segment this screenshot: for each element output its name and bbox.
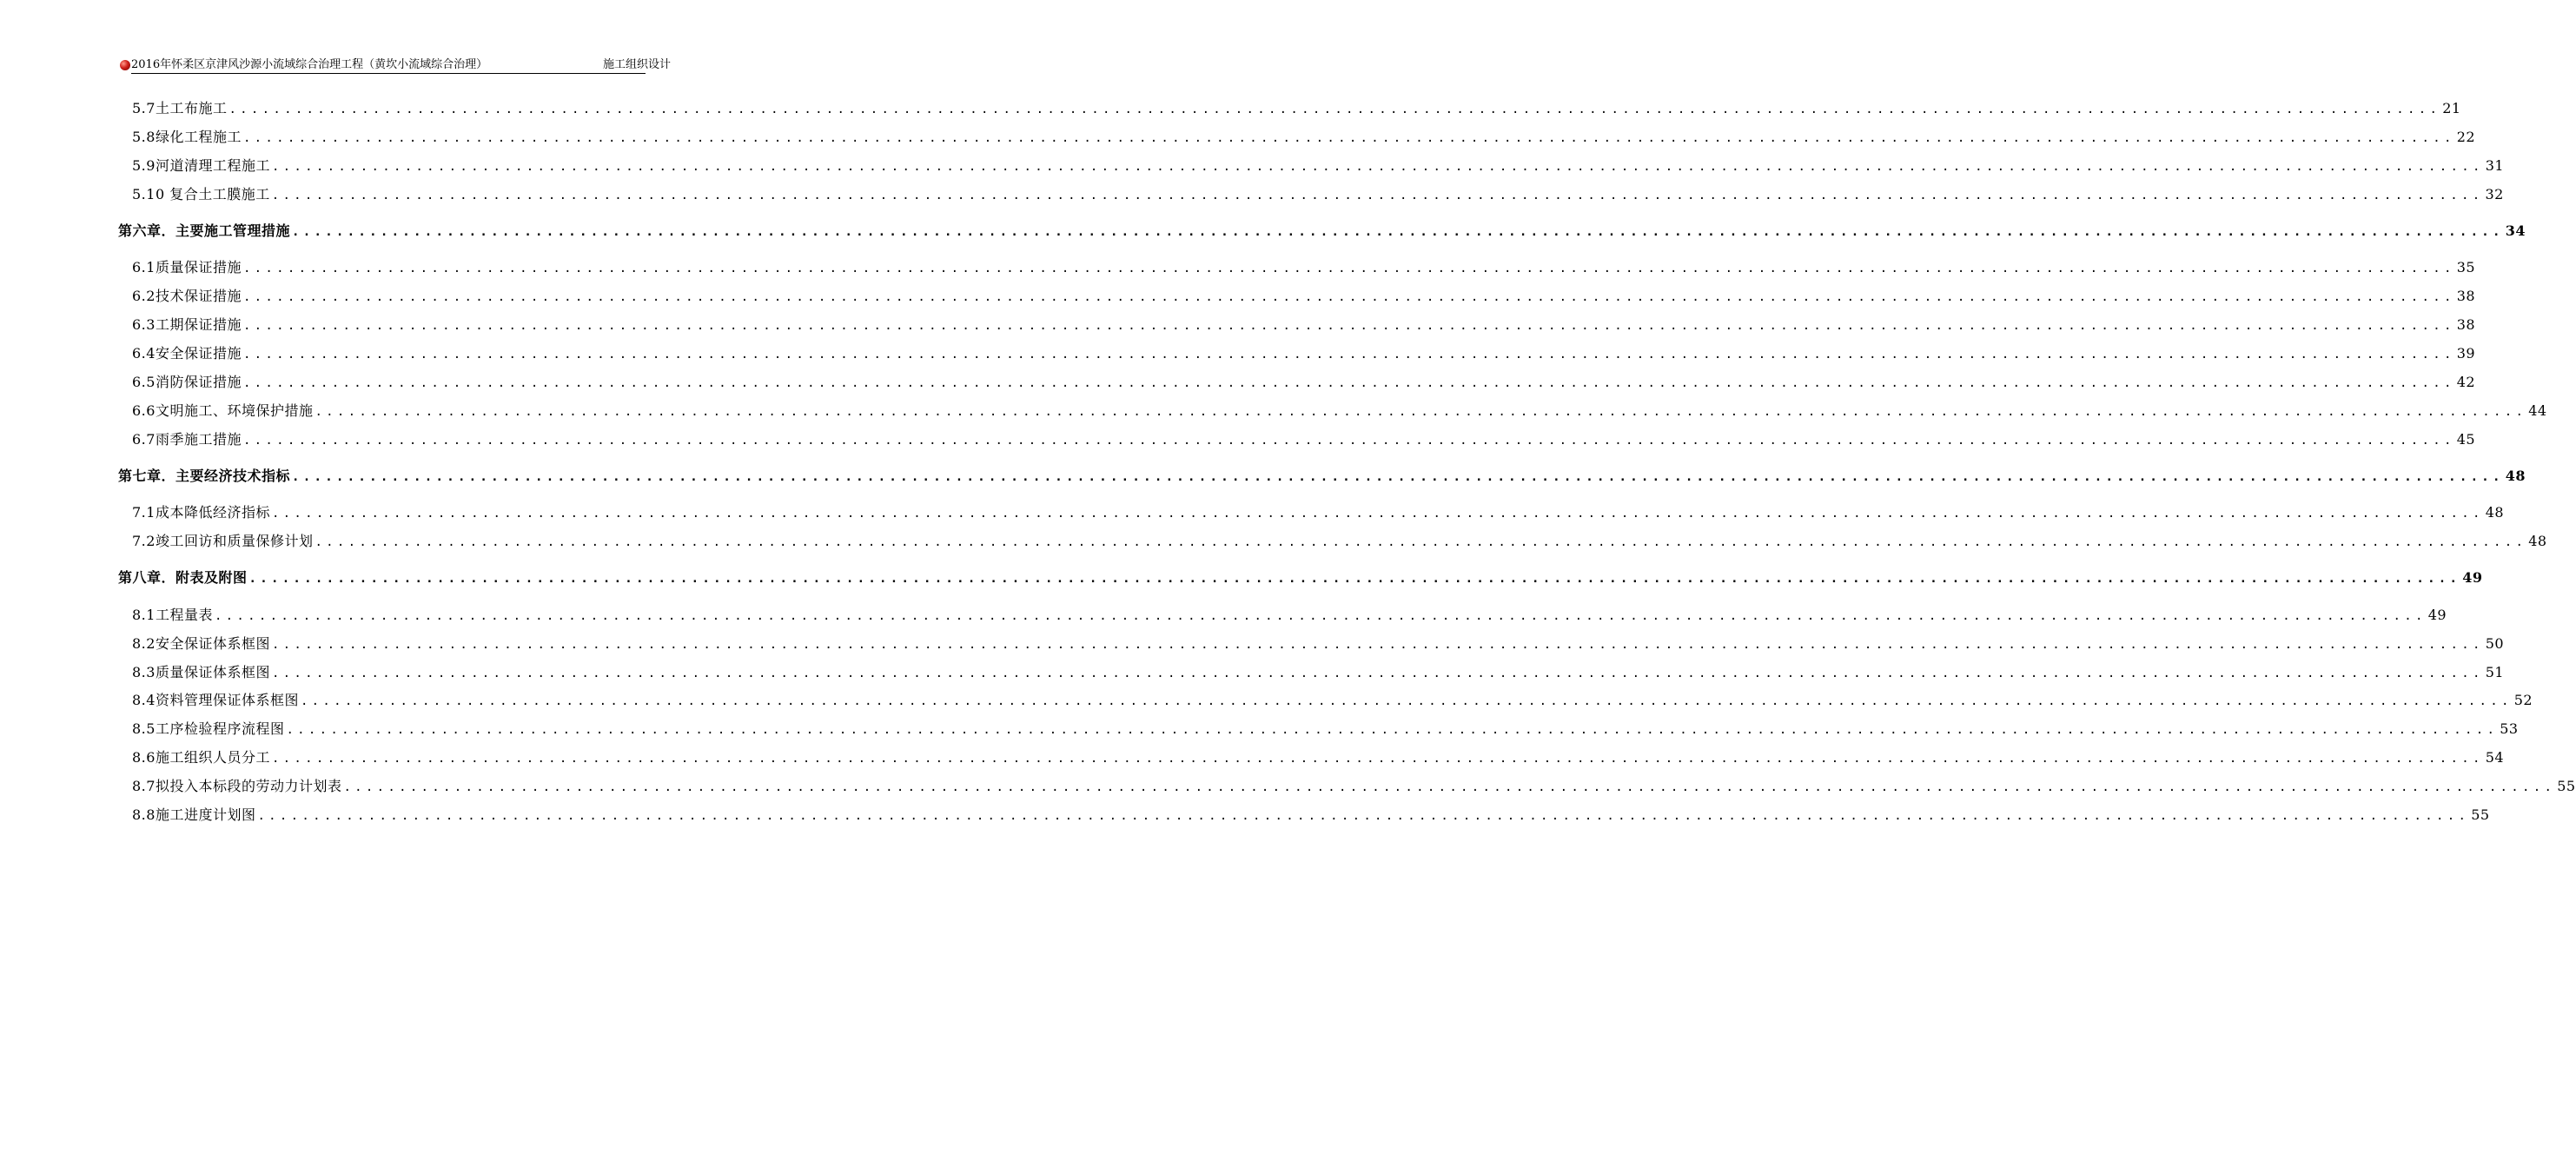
toc-page-number: 49	[2462, 569, 2483, 586]
toc-entry[interactable]	[132, 185, 2504, 204]
toc-page-number: 31	[2485, 157, 2505, 174]
toc-page-number: 52	[2513, 692, 2533, 708]
toc-chapter-entry[interactable]	[118, 467, 2526, 486]
toc-entry-title: 7.1成本降低经济指标	[132, 504, 270, 521]
toc-entry-title: 第八章．附表及附图	[118, 569, 248, 586]
toc-page-number: 48	[2528, 533, 2547, 549]
toc-entry[interactable]	[132, 503, 2505, 522]
toc-entry-title: 第六章．主要施工管理措施	[118, 222, 291, 239]
toc-dot-leader: ........................................................................................................................................................................................................	[292, 225, 2504, 239]
toc-entry-title: 8.4资料管理保证体系框图	[132, 692, 299, 708]
toc-dot-leader: ........................................................................................................................................................................................................	[271, 160, 2484, 174]
toc-entry[interactable]	[132, 806, 2490, 825]
toc-page-number: 50	[2485, 635, 2505, 652]
toc-page-number: 35	[2456, 259, 2476, 275]
header-project-title: 2016年怀柔区京津风沙源小流域综合治理工程（黄坎小流域综合治理）	[131, 58, 488, 71]
toc-entry[interactable]	[132, 128, 2476, 147]
toc-entry-title: 6.3工期保证措施	[132, 316, 242, 333]
toc-dot-leader: ........................................................................................................................................................................................................	[214, 609, 2427, 623]
toc-dot-leader: ........................................................................................................................................................................................................	[271, 189, 2484, 202]
toc-dot-leader: ........................................................................................................................................................................................................	[271, 667, 2484, 680]
toc-page-number: 42	[2456, 374, 2476, 390]
toc-dot-leader: ........................................................................................................................................................................................................	[292, 470, 2504, 484]
toc-page-number: 54	[2485, 749, 2505, 766]
toc-dot-leader: ........................................................................................................................................................................................................	[242, 376, 2455, 390]
toc-entry[interactable]	[132, 258, 2476, 277]
toc-entry-title: 8.8施工进度计划图	[132, 806, 256, 823]
toc-entry-title: 6.4安全保证措施	[132, 345, 242, 362]
toc-page-number: 48	[2485, 504, 2505, 521]
toc-entry-title: 5.8绿化工程施工	[132, 129, 242, 145]
toc-dot-leader: ........................................................................................................................................................................................................	[315, 535, 2527, 549]
toc-entry[interactable]	[132, 606, 2447, 625]
toc-dot-leader: ........................................................................................................................................................................................................	[343, 780, 2556, 794]
toc-page-number: 39	[2456, 345, 2476, 362]
header-document-type: 施工组织设计	[602, 58, 671, 71]
toc-dot-leader: ........................................................................................................................................................................................................	[228, 103, 2441, 116]
header-rule	[131, 73, 646, 74]
toc-page-number: 22	[2456, 129, 2476, 145]
toc-dot-leader: ........................................................................................................................................................................................................	[242, 290, 2455, 304]
toc-entry-title: 6.6文明施工、环境保护措施	[132, 402, 314, 419]
toc-entry-title: 6.1质量保证措施	[132, 259, 242, 275]
toc-dot-leader: ........................................................................................................................................................................................................	[271, 752, 2484, 766]
toc-entry-title: 8.2安全保证体系框图	[132, 635, 270, 652]
toc-entry[interactable]	[132, 634, 2505, 654]
toc-entry-title: 6.2技术保证措施	[132, 288, 242, 304]
toc-dot-leader: ........................................................................................................................................................................................................	[286, 723, 2499, 737]
toc-entry-title: 8.1工程量表	[132, 607, 213, 623]
toc-entry-title: 第七章．主要经济技术指标	[118, 468, 291, 484]
toc-dot-leader: ........................................................................................................................................................................................................	[242, 434, 2455, 448]
toc-entry[interactable]	[132, 663, 2505, 682]
toc-entry[interactable]	[132, 99, 2461, 118]
toc-entry-title: 6.5消防保证措施	[132, 374, 242, 390]
toc-page-number: 48	[2505, 468, 2526, 484]
toc-dot-leader: ........................................................................................................................................................................................................	[242, 348, 2455, 362]
toc-page-number: 44	[2528, 402, 2547, 419]
toc-entry[interactable]	[132, 691, 2533, 710]
toc-entry[interactable]	[132, 748, 2505, 767]
toc-entry-title: 6.7雨季施工措施	[132, 431, 242, 448]
toc-entry-title: 8.7拟投入本标段的劳动力计划表	[132, 778, 342, 794]
toc-chapter-entry[interactable]	[118, 222, 2526, 241]
toc-entry[interactable]	[132, 315, 2476, 335]
toc-page-number: 55	[2471, 806, 2490, 823]
toc-page-number: 38	[2456, 288, 2476, 304]
toc-entry[interactable]	[132, 373, 2476, 392]
toc-chapter-entry[interactable]	[118, 568, 2483, 587]
toc-entry-title: 5.10 复合土工膜施工	[132, 186, 270, 202]
toc-dot-leader: ........................................................................................................................................................................................................	[242, 262, 2455, 275]
toc-page-number: 34	[2505, 222, 2526, 239]
toc-entry[interactable]	[132, 720, 2519, 739]
toc-entry-title: 8.6施工组织人员分工	[132, 749, 270, 766]
toc-page-number: 55	[2557, 778, 2576, 794]
toc-entry[interactable]	[132, 287, 2476, 306]
toc-page-number: 51	[2485, 664, 2505, 680]
toc-page-number: 53	[2500, 720, 2519, 737]
toc-entry[interactable]	[132, 344, 2476, 363]
red-sphere-bullet-icon	[120, 60, 130, 70]
toc-page-number: 21	[2442, 100, 2461, 116]
toc-page-number: 38	[2456, 316, 2476, 333]
toc-entry-title: 7.2竣工回访和质量保修计划	[132, 533, 314, 549]
toc-dot-leader: ........................................................................................................................................................................................................	[242, 319, 2455, 333]
toc-dot-leader: ........................................................................................................................................................................................................	[315, 405, 2527, 419]
toc-dot-leader: ........................................................................................................................................................................................................	[271, 507, 2484, 521]
toc-entry[interactable]	[132, 777, 2576, 796]
toc-entry-title: 5.7土工布施工	[132, 100, 228, 116]
toc-dot-leader: ........................................................................................................................................................................................................	[242, 131, 2455, 145]
toc-dot-leader: ........................................................................................................................................................................................................	[257, 809, 2470, 823]
toc-page-number: 49	[2427, 607, 2447, 623]
toc-entry[interactable]	[132, 402, 2547, 421]
toc-dot-leader: ........................................................................................................................................................................................................	[300, 694, 2513, 708]
toc-dot-leader: ........................................................................................................................................................................................................	[248, 572, 2461, 586]
page-header	[120, 57, 671, 75]
toc-dot-leader: ........................................................................................................................................................................................................	[271, 638, 2484, 652]
toc-page-number: 32	[2485, 186, 2504, 202]
toc-entry[interactable]	[132, 430, 2476, 449]
toc-page-number: 45	[2456, 431, 2476, 448]
toc-entry[interactable]	[132, 156, 2505, 176]
toc-entry-title: 5.9河道清理工程施工	[132, 157, 270, 174]
toc-entry[interactable]	[132, 532, 2547, 551]
toc-entry-title: 8.3质量保证体系框图	[132, 664, 270, 680]
toc-entry-title: 8.5工序检验程序流程图	[132, 720, 285, 737]
